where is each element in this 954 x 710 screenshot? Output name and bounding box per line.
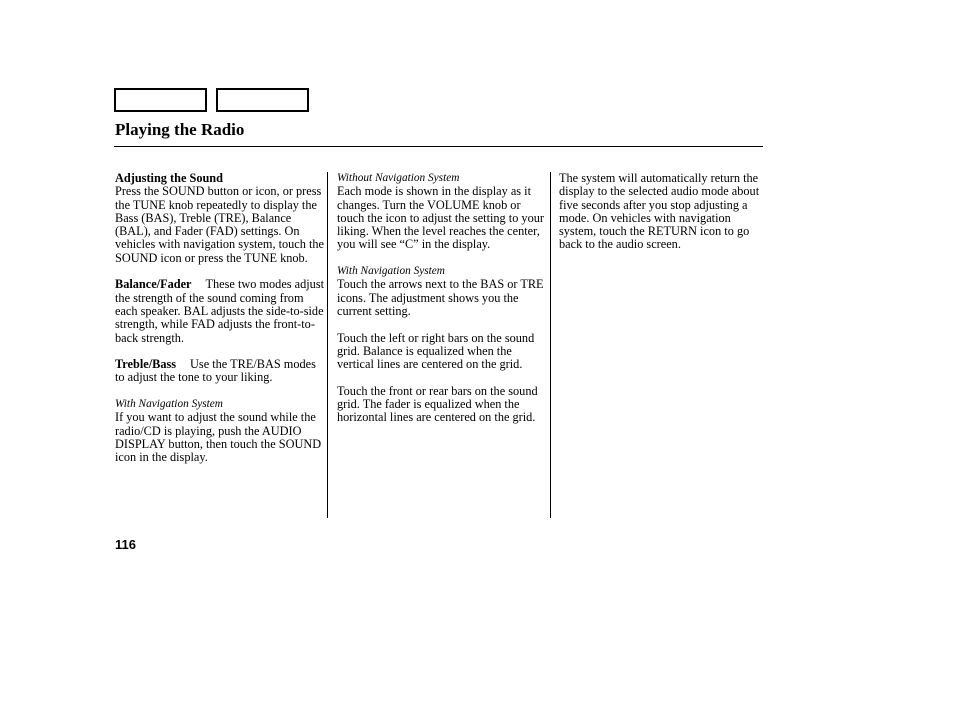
column-1 xyxy=(115,172,325,478)
nav-tab-1[interactable] xyxy=(114,88,207,112)
without-nav-paragraph: Each mode is shown in the display as it changes. Turn the VOLUME knob or touch the icon to adjust the setting to your liking. When the level reaches the center, you will see “C” in the display. xyxy=(337,184,544,252)
balance-fader-label: Balance/Fader xyxy=(115,277,192,292)
section-heading: Adjusting the Sound xyxy=(115,171,223,185)
column-divider-2 xyxy=(550,172,551,518)
page-title: Playing the Radio xyxy=(115,120,245,139)
without-nav-label: Without Navigation System xyxy=(337,172,460,184)
column-2 xyxy=(337,172,547,438)
column-divider-1 xyxy=(327,172,328,518)
column-3 xyxy=(559,172,764,265)
with-nav-paragraph: Touch the arrows next to the BAS or TRE icons. The adjustment shows you the current setting. xyxy=(337,277,544,318)
with-nav-label: With Navigation System xyxy=(337,265,445,278)
balance-fader-paragraph xyxy=(115,278,325,344)
with-nav-paragraph: If you want to adjust the sound while the radio/CD is playing, push the AUDIO DISPLAY button, then touch the SOUND icon in the display. xyxy=(115,410,322,465)
title-divider xyxy=(114,146,763,147)
treble-bass-text: Use the TRE/BAS modes to adjust the tone to your liking. xyxy=(115,357,316,385)
fader-grid-paragraph: Touch the front or rear bars on the sound grid. The fader is equalized when the horizontal lines are centered on the grid. xyxy=(337,383,538,425)
balance-grid-paragraph: Touch the left or right bars on the sound grid. Balance is equalized when the vertical lines are centered on the grid. xyxy=(337,330,535,372)
nav-tab-2[interactable] xyxy=(216,88,309,112)
treble-bass-label: Treble/Bass xyxy=(115,357,177,372)
balance-fader-text: These two modes adjust the strength of the sound coming from each speaker. BAL adjusts the side-to-side strength, while FAD adjusts the front-to-back strength. xyxy=(115,277,325,345)
intro-paragraph: Press the SOUND button or icon, or press the TUNE knob repeatedly to display the Bass (BAS), Treble (TRE), Balance (BAL), and Fader (FAD) settings. On vehicles with navigation system, touch the SOUND icon or press the TUNE knob. xyxy=(115,184,325,265)
with-nav-label: With Navigation System xyxy=(115,398,223,411)
page-number: 116 xyxy=(115,537,136,552)
auto-return-paragraph: The system will automatically return the display to the selected audio mode about five seconds after you stop adjusting a mode. On vehicles with navigation system, touch the RETURN icon to go back to the audio screen. xyxy=(559,171,760,252)
treble-bass-paragraph xyxy=(115,358,325,385)
